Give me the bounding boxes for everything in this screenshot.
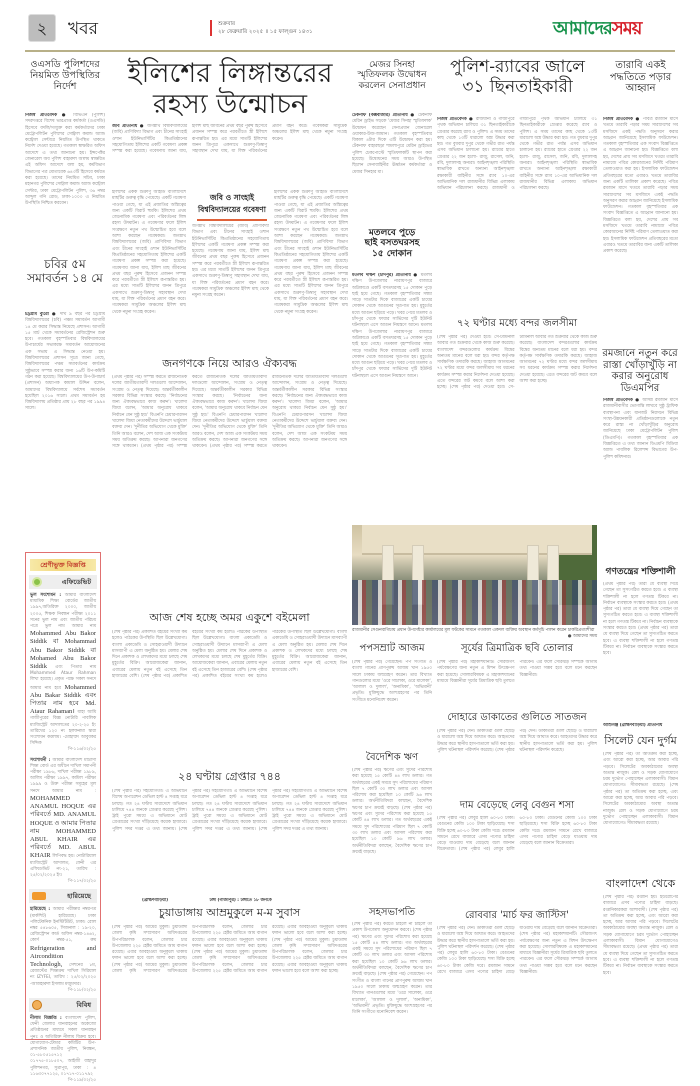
- classified-entry: [26, 591, 100, 756]
- page-number: ২: [28, 14, 56, 42]
- article-osd: [25, 113, 105, 263]
- entry-ref: পি-১১৭/০২/২৫: [67, 879, 96, 885]
- article-text: (শেষ পৃষ্ঠার পর) দেওয়া হবে। সে-টার্মিনাল আবার গত শুক্রবার থেকে কাজ শুরু করেছে। বাংলাদেশ বন্দরগুলোর কার্যক্রম বিশ্বের অন্যতম মানের বলে ধরা হয়। বন্দর কর্তৃপক্ষ সার্বক্ষণিক তদারকি করছে। জাহাজ আগমনের ৭২ ঘণ্টার মধ্যে বন্দর জলসীমায় সব ধরনের কার্যক্রম সম্পন্ন করার নির্দেশনা দেওয়া হয়েছে। এতে বন্দরের জট কমবে বলে আশা করা হচ্ছে।: [449, 335, 597, 391]
- footer-right: টঙ্গী (গাজীপুর) : টঙ্গীতে ১৮ জনকে: [209, 898, 272, 903]
- article-text: মতলব দক্ষিণ উপজেলার নারায়ণপুর বাজারে অগ্নিকাণ্ডে একটি বসতঘরসহ ১৫ দোকান পুড়ে ছাই হয়ে গেছে। গতকাল বৃহস্পতিবার সন্ধ্যা সাড়ে সাতটার দিকে বাজারের একটি চায়ের দোকান থেকে আগুনের সূত্রপাত হয়। মুহূর্তের মধ্যে আগুন ছড়িয়ে পড়ে। খবর পেয়ে মতলব ও চাঁদপুর থেকে ফায়ার সার্ভিসের দুটি ইউনিট ঘটনাস্থলে এসে আগুন নিয়ন্ত্রণে আনে।: [352, 323, 432, 379]
- entry-text: আমার পরীক্ষার নম্বরপত্র (মার্কশিট) হারিয়েছে। ঢাকা পলিটেকনিক ইনস্টিটিউট, ঢাকা। রোল নম্বর ৫৪৮৬০৫, সিজনাল : ১৯-২০, রেজিস্ট্রেশন কার্ড অফিস নম্বর-১৪৬২, কোর্স নম্বর-৫১, রুম: [30, 907, 96, 944]
- article-text: (শেষ পৃষ্ঠার পর) লেবুর হালি ৬০-৮০ টাকা। বেগুনের কেজি ১০০ টাকা ছাড়িয়েছে। শসা বিক্রি হচ্ছে ৬০-৮০ টাকা কেজি দরে। রমজান সামনে রেখে বাজারে এসব পণ্যের চাহিদা বেড়ে যাওয়ায় দাম বেড়েছে বলে জানান বিক্রেতারা।: [437, 926, 597, 976]
- entry-lead: ভুল সংশোধন :: [30, 593, 62, 598]
- article-text: (শেষ পৃষ্ঠার পর) গেয়েছেন। পপ সংগীত ও বাংলা গানের প্রাণপুরুষ আজম খান ১৯৫০ সালে ঢাকায় জন্মগ্রহণ করেন। তার বিখ্যাত গানগুলোর মধ্যে 'ওরে সালেকা, ওরে মালেকা', 'আলাল ও দুলাল', 'অনামিকা', 'অভিমানী' প্রভৃতি। মুক্তিযুদ্ধে অংশগ্রহণের পর তিনি সংগীতে মনোনিবেশ করেন।: [352, 660, 432, 703]
- article-foreign-loan: [352, 768, 432, 898]
- article-text: ইলিশের একক শুক্রাণু আইডি বাংলাদেশে মাছটির গুরুত্ব বৃদ্ধি পেয়েছে। একটি গবেষণা পাওয়া গেছে, যা এই প্রজাতির অস্তিত্বের জন্য একটি বিরাট হুমকি। ইলিশের প্রথম জেনোমিক গবেষণা এবং পরিবর্তনের লিঙ্গ রহস্য উদ্ঘাটন। এ গবেষণার ফলে ইলিশ সংরক্ষণে নতুন পথ উন্মোচিত হবে বলে আশা করছেন গবেষকরা।: [112, 190, 186, 240]
- article-major-sinha: [352, 113, 432, 223]
- article-march: [437, 926, 597, 1046]
- article-police-rab: [437, 117, 597, 317]
- article-bangladesh-theke: [603, 895, 678, 1045]
- article-market-fire: [352, 273, 432, 518]
- byline: নিজস্ব প্রতিবেদক ●: [437, 117, 474, 122]
- news-photo[interactable]: [352, 525, 597, 625]
- headline-mango[interactable]: চুয়াডাঙ্গায় আম্রমুকুলে ম-ম সুবাস: [158, 906, 301, 919]
- article-text: (শেষ পৃষ্ঠার পর) মহাকাশযানটি। সৌরজগৎ পর্যবেক্ষণের জন্য নতুন এ মিশন উৎক্ষেপণ করা হয়েছে। সোলারবিষয়ক এ মহাকাশযানের মাধ্যমে বিজ্ঞানীরা সূর্যের ত্রিমাত্রিক ছবি তুলতে পারবেন। এর ফলে সৌরঝড় সম্পর্কে আগাম তথ্য পাওয়া সম্ভব হবে বলে মনে করছেন বিজ্ঞানীরা।: [437, 660, 597, 684]
- weekday: শুক্রবার: [218, 21, 236, 27]
- article-cobi: [25, 312, 105, 547]
- headline-vicepresident[interactable]: সহসভাপতি: [369, 907, 415, 918]
- article-arrest: [112, 789, 347, 899]
- byline: চট্টগ্রাম ব্যুরো ●: [25, 312, 58, 317]
- article-sylhet: [603, 752, 678, 874]
- logo-part1: আমাদের: [553, 18, 612, 39]
- plus-circle-icon: [32, 577, 42, 587]
- article-text: ইলিশের একক শুক্রাণু আইডি বাংলাদেশে মাছটির গুরুত্ব বৃদ্ধি পেয়েছে। একটি গবেষণা পাওয়া গেছে, যা এই প্রজাতির অস্তিত্বের জন্য একটি বিরাট হুমকি। ইলিশের প্রথম জেনোমিক গবেষণা এবং পরিবর্তনের লিঙ্গ রহস্য উদ্ঘাটন। এ গবেষণার ফলে ইলিশ সংরক্ষণে নতুন পথ উন্মোচিত হবে বলে আশা করছেন গবেষকরা।: [274, 190, 348, 240]
- article-text: (শেষ পৃষ্ঠার পর) মহাকাশযানটি। সৌরজগৎ পর্যবেক্ষণের জন্য নতুন এ মিশন উৎক্ষেপণ করা হয়েছে। সোলারবিষয়ক এ মহাকাশযানের মাধ্যমে বিজ্ঞানীরা সূর্যের ত্রিমাত্রিক ছবি তুলতে পারবেন। এর ফলে সৌরঝড় সম্পর্কে আগাম তথ্য পাওয়া সম্ভব হবে বলে মনে করছেন বিজ্ঞানীরা।: [519, 932, 597, 976]
- category-label: বিবিধ: [76, 1000, 91, 1009]
- entry-ref: পি-১১৯/০২/২৫: [67, 1078, 96, 1083]
- article-text: (শেষ পৃষ্ঠার পর) তা অতিক্রম করা হচ্ছে, এবং আরো করা হচ্ছে, আর আবার পরি পড়বে। সিলেটের অবকাঠামোর অবস্থা অত্যন্ত নাজুক। রেল ও সড়ক যোগাযোগে চরম দুর্ভোগ পোহাচ্ছেন এলাকাবাসী। বিমান যোগাযোগেও সীমাবদ্ধতা রয়েছে।: [603, 907, 678, 951]
- article-hilsa-col1: [112, 190, 186, 340]
- article-text: (শেষ পৃষ্ঠার পর) ঋণের এবং সুদের পরিশোধ করা হয়েছে ১৫ কোটি ৪৪ লাখ ডলার। গত অর্থবছরের একই সময়ে সুদ পরিশোধের পরিমাণ ছিল ৭ কোটি ৩০ লাখ ডলার এবং আসল পরিশোধ করা হয়েছিল ১০ কোটি ৯৬ লাখ ডলার। অর্থনীতিবিদরা বলছেন, বৈদেশিক ঋণের চাপ ক্রমেই বাড়ছে।: [352, 928, 432, 978]
- article-mango: [112, 925, 347, 1045]
- category-misc: [29, 998, 97, 1012]
- article-boimela: [112, 630, 347, 760]
- headline-line: মতলবে পুড়ে: [368, 228, 416, 238]
- logo-part2: সময়: [611, 18, 642, 39]
- byline-ashuganj: আশুগঞ্জ (ব্রাহ্মণবাড়িয়া) প্রতিনিধি: [603, 723, 663, 728]
- entry-text: আমার বাংলাদেশ মাধ্যমিক শিক্ষা বোর্ডের জাতীয় ১৯৯৭,অতিরিক্ত ২০০০, জাতীয় ২০০৫, শিক্ষক নিবন্ধন পরীক্ষা ২০১১ সনের ভুল নাম এবং জাতীয় পরিচয় পত্রে ভুল নাম আমার নাম: [30, 593, 97, 630]
- entry-text: আমার বাংলাদেশ মাদ্রাসা শিক্ষা বোর্ড এর অধীনে দাখিল সমাপনী পরীক্ষা ১৯৮৬, দাখিল পরীক্ষা ১৯৮৯, আলিম পরীক্ষা ১৯৯৭, কামিল পরীক্ষা ১৯৯৯ ও উক্ত পরীক্ষা সমূহের মূল সনদে আমার নাম :: [30, 757, 96, 794]
- headline-lemon[interactable]: দাম বেড়েছে লেবু বেগুন শসা: [459, 800, 575, 811]
- article-text: টেকনাফ মেরিন ড্রাইভ সড়কে 'মেজর সিনহা স্মৃতিফলক' উদ্বোধন করেছেন সেনাপ্রধান জেনারেল ওয়াকার-উজ-জামান। গতকাল বৃহস্পতিবার বিকাল ৪টার দিকে এটি উদ্বোধন করা হয়। টেকনাফ বাহারছড়া শামলাপুরে মেরিন ড্রাইভের পুলিশ চেকপোস্টে স্মৃতিফলকটি স্থাপন করা হয়েছে। উদ্বোধনের সময় আরও উপস্থিত ছিলেন সেনাবাহিনীর ঊর্ধ্বতন কর্মকর্তারা ও মেজর সিনহার মা।: [352, 113, 432, 175]
- masthead-rule: [25, 50, 675, 52]
- headline-line: রহস্য উন্মোচন: [152, 89, 308, 121]
- article-text: (শেষ পৃষ্ঠার পর) প্রকাশিত বইয়ের সংখ্যা কম হলেও পাঠকের উপস্থিতি ছিল উল্লেখযোগ্য। বাংলা একাডেমি ও সোহরাওয়ার্দী উদ্যানে মাসব্যাপী এ মেলা অনুষ্ঠিত হয়। মেলার শেষ দিনে প্রকাশক ও লেখকদের মধ্যে চলছে শেষ মুহূর্তের বিক্রি। আয়োজকেরা জানান, এবারের মেলায় নতুন বই এসেছে তিন হাজারের বেশি।: [112, 630, 187, 680]
- subhead-line: জবি ও সাংহাই: [209, 193, 255, 202]
- article-text: পবিত্র রমজান মাসে খতমে তারাবি পড়ার সময় সারাদেশের সব মসজিদে একই পদ্ধতি অনুসরণ করার আহ্বান জানিয়েছে ইসলামিক ফাউন্ডেশন। গতকাল বৃহস্পতিবার এক সংবাদ বিজ্ঞপ্তিতে এ আহ্বান জানানো হয়। বিজ্ঞপ্তিতে বলা হয়, দেশের প্রায় সব মসজিদে খতমে তারাবি নামাজে পবিত্র কোরআনের নির্দিষ্ট পরিমাণ তেলাওয়াত করা হয়। ইসলামিক ফাউন্ডেশন প্রতিবছরের মতো এবারও খতমে তারাবির জন্য একটি তালিকা প্রকাশ করেছে।: [603, 117, 678, 185]
- subhead-line: বিশ্ববিদ্যালয়ের গবেষণা: [198, 205, 266, 214]
- headline-line: ১৫ দোকান: [371, 248, 413, 259]
- article-text: (শেষ পৃষ্ঠার পর) দেন। ডাকাতরা গুলি ছোড়ে ও ধারালো অস্ত্র দিয়ে আঘাত করে। আহতদের উদ্ধার করে স্থানীয় হাসপাতালে ভর্তি করা হয়। পুলিশ ঘটনাস্থল পরিদর্শন করেছে।: [437, 729, 515, 753]
- classifieds-box: [25, 552, 101, 1083]
- article-text: (শেষ পৃষ্ঠার পর) সহযোগিতা। এ অভিযানে বিশেষ অপারেশন ডেভিল হান্ট ৪ সপ্তাহ ধরে চলছে। গত ২৪ ঘণ্টায় সারাদেশে অভিযান চালিয়ে ৭৪৪ জনকে গ্রেপ্তার করেছে পুলিশ। ট্রাই পুরো সময়ে এ অভিযানে মোট গ্রেপ্তারের সংখ্যা দাঁড়িয়েছে কয়েক হাজারে। পুলিশ সদর দপ্তর এ তথ্য জানায়।: [112, 789, 187, 832]
- headline-tarabi[interactable]: তারাবি একই পদ্ধতিতে পড়ার আহ্বান: [609, 60, 672, 94]
- article-text: (প্রথম পৃষ্ঠার পর) তারা যে ব্যবস্থা দিয়ে গেছেন তা সুসংগঠিত করতে হবে। এ ব্যবস্থা শক্তিশালী না হলে গণতন্ত্র টিকবে না। নির্বাচন ব্যবস্থাকে সংস্কার করতে হবে।: [603, 945, 678, 976]
- headline-arrest[interactable]: ২৪ ঘণ্টায় গ্রেপ্তার ৭৪৪: [178, 770, 281, 783]
- article-text: (প্রথম পৃষ্ঠার পর) সম্পন্ন করতে রাজনৈতিক দলের জাতীয়তাবাদী দলগুলো আন্দোলন, সংগ্রাম ও নেতৃত্ব দিয়েছে। অন্তর্বর্তীকালীন সরকার বিভিন্ন সংস্কার করছে। 'নির্বাচনের জন্য ঐক্যবদ্ধভাবে কাজ করুন'। খালেদা জিয়া বলেন, 'আমার অনুরোধ থাকবে নির্বাচন যেন সুষ্ঠু হয়।' বিএনপি চেয়ারপারসন খালেদা জিয়া নেতাকর্মীদের উদ্দেশে ভার্চুয়াল বক্তব্য দেন। 'দুর্নীতির অভিযোগ থেকে মুক্তি' তিনি আরও বলেন, দেশ আজ এক সংকটময় সময় অতিক্রম করছে। আপনারা জনগণের সঙ্গে থাকবেন।: [112, 375, 187, 450]
- article-ramadan: [603, 398, 678, 548]
- article-text: আসন্ন রমজান মাসে রাজধানীবাসীর ভোগান্তি লাঘবে সুষ্ঠু ট্রাফিক ব্যবস্থাপনা এবং যানজট নিরসনে বিভিন্ন সংস্থা-উন্নয়নকারী প্রতিষ্ঠানগুলোকে নতুন করে রাস্তা না খোঁড়াখুঁড়ির অনুরোধ জানিয়েছে ঢাকা মেট্রোপলিটন পুলিশ (ডিএমপি)। গতকাল বৃহস্পতিবার এক বিজ্ঞপ্তিতে এ তথ্য জানান ডিএমপি মিডিয়া অ্যান্ড পাবলিক রিলেশন্স বিভাগের উপ-পুলিশ কমিশনার।: [603, 398, 678, 460]
- entry-english: Refrigeration and Aircondition Technologh,: [30, 944, 96, 968]
- entry-text: লিপিবদ্ধ হয়। নোটারিয়াল ম্যাজিস্ট্রেট আদালত, ফেনী এর এফিডেভিট নং-২১, তারিখ : ২৫/০২/২০২৫ ইং।: [30, 854, 96, 878]
- headline-boimela[interactable]: আজ শেষ হচ্ছে অমর একুশে বইমেলা: [149, 611, 310, 624]
- article-text: (শেষ পৃষ্ঠার পর) প্রকাশিত বইয়ের সংখ্যা কম হলেও পাঠকের উপস্থিতি ছিল উল্লেখযোগ্য। বাংলা একাডেমি ও সোহরাওয়ার্দী উদ্যানে মাসব্যাপী এ মেলা অনুষ্ঠিত হয়। মেলার শেষ দিনে প্রকাশক ও লেখকদের মধ্যে চলছে শেষ মুহূর্তের বিক্রি। আয়োজকেরা জানান, এবারের মেলায় নতুন বই এসেছে তিন হাজারের বেশি।: [192, 630, 347, 680]
- entry-text: যাহা আমি গাজীপুরের বিজ্ঞ নোটারি পাবলিক ম্যাজিস্ট্রেট আদালতের ২০-২-২৫ ইং তারিখের ১২০ নং হলফনামা দ্বারা সংশোধন করলাম। -মোহাম্মদ আবুবকর সিদ্দিক: [30, 710, 97, 747]
- masthead: [0, 0, 700, 55]
- byline: নিজস্ব প্রতিবেদক ●: [603, 117, 641, 122]
- article-tarabi: [603, 117, 678, 347]
- headline-cobi[interactable]: চবির ৫ম সমাবর্তন ১৪ মে: [27, 257, 103, 285]
- article-text: (প্রথম পৃষ্ঠার পর) তারা যে ব্যবস্থা দিয়ে গেছেন তা সুসংগঠিত করতে হবে। এ ব্যবস্থা শক্তিশালী না হলে গণতন্ত্র টিকবে না। নির্বাচন ব্যবস্থাকে সংস্কার করতে হবে।: [603, 626, 678, 657]
- footer-left: (ব্রাহ্মণবাড়িয়া): [142, 898, 169, 903]
- article-text: রাজধানী ও গাজীপুরে পৃথক অভিযান চালিয়ে ৩১ ছিনতাইকারীকে গ্রেপ্তার করেছে র‌্যাব ও পুলিশ। এ সময় তাদের কাছ থেকে ১৩টি ধারালো অস্ত্র উদ্ধার করা হয়। গত বুধবার দুপুর থেকে গভীর রাত পর্যন্ত এসব অভিযান চালানো হয়। র‌্যাবের হাতে গ্রেপ্তার ২২ জন হলো- রাজু, রাসেল, জনি, রবি, দুলালসহ অন্যরা। আইনশৃঙ্খলা পরিস্থিতি স্বাভাবিক রাখতে অন্যান্য আইনশৃঙ্খলা রক্ষাকারী বাহিনীর সঙ্গে র‌্যাব ১০-এর আভিযানিক দল রাজধানীর বিভিন্ন এলাকায় অভিযান পরিচালনা করছে।: [437, 117, 515, 192]
- headline-robbery[interactable]: দোহারে ডাকাতের গুলিতে সাতজন: [447, 712, 587, 723]
- article-jalsima: [437, 335, 597, 520]
- entry-lead: নীলাম বিজ্ঞপ্তি :: [30, 1015, 62, 1021]
- article-text: (শেষ পৃষ্ঠার পর) গেয়েছেন। পপ সংগীত ও বাংলা গানের প্রাণপুরুষ আজম খান ১৯৫০ সালে ঢাকায় জন্মগ্রহণ করেন। তার বিখ্যাত গানগুলোর মধ্যে 'ওরে সালেকা, ওরে মালেকা', 'আলাল ও দুলাল', 'অনামিকা', 'অভিমানী' প্রভৃতি। মুক্তিযুদ্ধে অংশগ্রহণের পর তিনি সংগীতে মনোনিবেশ করেন।: [352, 972, 432, 1016]
- article-text: (প্রথম পৃষ্ঠার পর) সম্পন্ন করতে রাজনৈতিক দলের জাতীয়তাবাদী দলগুলো আন্দোলন, সংগ্রাম ও নেতৃত্ব দিয়েছে। অন্তর্বর্তীকালীন সরকার বিভিন্ন সংস্কার করছে। 'নির্বাচনের জন্য ঐক্যবদ্ধভাবে কাজ করুন'। খালেদা জিয়া বলেন, 'আমার অনুরোধ থাকবে নির্বাচন যেন সুষ্ঠু হয়।' বিএনপি চেয়ারপারসন খালেদা জিয়া নেতাকর্মীদের উদ্দেশে ভার্চুয়াল বক্তব্য দেন। 'দুর্নীতির অভিযোগ থেকে মুক্তি' তিনি আরও বলেন, দেশ আজ এক সংকটময় সময় অতিক্রম করছে। আপনারা জনগণের সঙ্গে থাকবেন।: [140, 375, 267, 450]
- headline-ramadan[interactable]: রমজানে নতুন করে রাস্তা খোঁড়াখুঁড়ি না করার অনুরোধ ডিএমপির: [602, 348, 678, 394]
- date: ২৮ ফেব্রুয়ারি ২০২৫ ॥ ১৫ ফাল্গুন ১৪৩১: [218, 29, 313, 35]
- article-text: (শেষ পৃষ্ঠার পর) আমের মুকুল। চুয়াডাঙ্গা জেলা কৃষি সম্প্রসারণ অধিদপ্তরের উপপরিচালক বলেন, জেলার চার উপজেলায় ২২৫ হেক্টর জমিতে আম বাগান রয়েছে। এবার আবহাওয়া অনুকূলে থাকায় ফলন ভালো হবে বলে আশা করা হচ্ছে।: [192, 925, 347, 975]
- headline-line: ইলিশের লিঙ্গান্তরের: [127, 58, 333, 89]
- article-text: (শেষ পৃষ্ঠার পর) আমের মুকুল। চুয়াডাঙ্গা জেলা কৃষি সম্প্রসারণ অধিদপ্তরের উপপরিচালক বলেন, জেলার চার উপজেলায় ২২৫ হেক্টর জমিতে আম বাগান রয়েছে। এবার আবহাওয়া অনুকূলে থাকায় ফলন ভালো হবে বলে আশা করা হচ্ছে।: [272, 937, 347, 975]
- entry-english: MOHAMMED ANAMUL HOQUE এর পরিবর্তে MD. ANAMUL HOQUE ও আমার পিতার নাম MOHAMMED ABUL KHAIR এর পরিবর্তে MD. ABUL KHAIR: [30, 794, 96, 860]
- byline: নিজস্ব প্রতিবেদক ●: [25, 113, 69, 118]
- entry-lead: সংশোধনী :: [30, 757, 51, 763]
- headline-line: ছাই বসতঘরসহ: [364, 238, 420, 249]
- article-text: (শেষ পৃষ্ঠার পর) তা অতিক্রম করা হচ্ছে, এবং আরো করা হচ্ছে, আর আবার পরি পড়বে। সিলেটের অবকাঠামোর অবস্থা অত্যন্ত নাজুক। রেল ও সড়ক যোগাযোগে চরম দুর্ভোগ পোহাচ্ছেন এলাকাবাসী। বিমান যোগাযোগেও সীমাবদ্ধতা রয়েছে।: [603, 783, 678, 827]
- headline-market-fire[interactable]: [352, 228, 432, 259]
- article-text: মতলব দক্ষিণ উপজেলার নারায়ণপুর বাজারে অগ্নিকাণ্ডে একটি বসতঘরসহ ১৫ দোকান পুড়ে ছাই হয়ে গেছে। গতকাল বৃহস্পতিবার সন্ধ্যা সাড়ে সাতটার দিকে বাজারের একটি চায়ের দোকান থেকে আগুনের সূত্রপাত হয়। মুহূর্তের মধ্যে আগুন ছড়িয়ে পড়ে। খবর পেয়ে মতলব ও চাঁদপুর থেকে ফায়ার সার্ভিসের দুটি ইউনিট ঘটনাস্থলে এসে আগুন নিয়ন্ত্রণে আনে।: [352, 273, 432, 329]
- article-text: রাজধানী ও গাজীপুরে পৃথক অভিযান চালিয়ে ৩১ ছিনতাইকারীকে গ্রেপ্তার করেছে র‌্যাব ও পুলিশ। এ সময় তাদের কাছ থেকে ১৩টি ধারালো অস্ত্র উদ্ধার করা হয়। গত বুধবার দুপুর থেকে গভীর রাত পর্যন্ত এসব অভিযান চালানো হয়। র‌্যাবের হাতে গ্রেপ্তার ২২ জন হলো- রাজু, রাসেল, জনি, রবি, দুলালসহ অন্যরা। আইনশৃঙ্খলা পরিস্থিতি স্বাভাবিক রাখতে অন্যান্য আইনশৃঙ্খলা রক্ষাকারী বাহিনীর সঙ্গে র‌্যাব ১০-এর আভিযানিক দল রাজধানীর বিভিন্ন এলাকায় অভিযান পরিচালনা করছে।: [492, 117, 597, 192]
- byline: নিজস্ব প্রতিবেদক ●: [603, 398, 641, 403]
- article-text: (শেষ পৃষ্ঠার পর) ঋণের এবং সুদের পরিশোধ করা হয়েছে ১৫ কোটি ৪৪ লাখ ডলার। গত অর্থবছরের একই সময়ে সুদ পরিশোধের পরিমাণ ছিল ৭ কোটি ৩০ লাখ ডলার এবং আসল পরিশোধ করা হয়েছিল ১০ কোটি ৯৬ লাখ ডলার। অর্থনীতিবিদরা বলছেন, বৈদেশিক ঋণের চাপ ক্রমেই বাড়ছে।: [352, 768, 432, 811]
- article-text: (শেষ পৃষ্ঠার পর) লেবুর হালি ৬০-৮০ টাকা। বেগুনের কেজি ১০০ টাকা ছাড়িয়েছে। শসা বিক্রি হচ্ছে ৬০-৮০ টাকা কেজি দরে। রমজান সামনে রেখে বাজারে এসব পণ্যের চাহিদা বেড়ে যাওয়ায় দাম বেড়েছে বলে জানান বিক্রেতারা।: [437, 816, 515, 853]
- subhead-hilsa: [192, 192, 272, 216]
- classified-entry: [26, 905, 100, 996]
- entry-english: Mohammed Abu Bakor Siddik বা Mohammad Abu Bakor Siddik বা Mohamed Abu Bakor Siddik: [30, 630, 96, 671]
- headline-march[interactable]: রোববার 'মার্চ ফর জাস্টিস': [464, 910, 570, 921]
- byline: জবি প্রতিনিধি ●: [112, 124, 145, 129]
- article-democracy: [603, 582, 678, 722]
- headline-osd[interactable]: ওএসডি পুলিশদের নিয়মিত উপস্থিতির নির্দেশ: [29, 59, 101, 92]
- article-text: (শেষ পৃষ্ঠার পর) প্রকাশিত বইয়ের সংখ্যা কম হলেও পাঠকের উপস্থিতি ছিল উল্লেখযোগ্য। বাংলা একাডেমি ও সোহরাওয়ার্দী উদ্যানে মাসব্যাপী এ মেলা অনুষ্ঠিত হয়। মেলার শেষ দিনে প্রকাশক ও লেখকদের মধ্যে চলছে শেষ মুহূর্তের বিক্রি। আয়োজকেরা জানান, এবারের মেলায় নতুন বই এসেছে তিন হাজারের বেশি।: [141, 630, 267, 680]
- article-text: (শেষ পৃষ্ঠার পর) সহযোগিতা। এ অভিযানে বিশেষ অপারেশন ডেভিল হান্ট ৪ সপ্তাহ ধরে চলছে। গত ২৪ ঘণ্টায় সারাদেশে অভিযান চালিয়ে ৭৪৪ জনকে গ্রেপ্তার করেছে পুলিশ। ট্রাই পুরো সময়ে এ অভিযানে মোট গ্রেপ্তারের সংখ্যা দাঁড়িয়েছে কয়েক হাজারে। পুলিশ সদর দপ্তর এ তথ্য জানায়।: [178, 789, 267, 832]
- article-hilsa: [112, 124, 347, 182]
- entry-ref: পি-১১৬/০২/২৫: [67, 747, 96, 753]
- headline-hilsa[interactable]: [115, 58, 345, 120]
- caption-text: রাজধানীর সেগুনবাগিচায় প্রধান উপদেষ্টার কার্যালয়ের মূল ফটকের সামনে গতকাল একদল ব্যক্তির অবস্থান কর্মসূচি পালন করেন চাকরিপ্রত্যাশীরা: [352, 628, 595, 633]
- section-name: খবর: [68, 19, 98, 39]
- article-robbery: [437, 729, 597, 799]
- entry-lead: হারিয়েছে :: [30, 907, 51, 913]
- article-unity: [112, 375, 347, 607]
- photo-credit: ● আমাদের সময়: [567, 634, 597, 639]
- article-text: জগন্নাথ বিশ্ববিদ্যালয়ের (জবি) প্রাণিবিদ্যা বিভাগ এবং চীনের সাংহাই ওশান ইউনিভার্সিটির কিপ্রতিষ্ঠানের সহযোগিতায় ইলিশের একটি গবেষণা প্রকল্প সম্পন্ন করা হয়েছে। গবেষণায় জানা যায়, ইলিশ মাছ জীবনের প্রথম বছর পুরুষ হিসেবে প্রজনন সম্পন্ন করে পরবর্তীতে স্ত্রী ইলিশে রূপান্তরিত হয়। এর মধ্যে সাতটি ইলিশের জনন ত্রিপুরে একসাথে শুক্রাণু-ডিম্বাণু সহাবস্থান দেখা যায়, যা লিঙ্গ পরিবর্তনের প্রমাণ বহন করে। গবেষকরা সামুদ্রিক অঞ্চলের ইলিশ মাছ থেকে নমুনা সংগ্রহ করেন।: [192, 224, 269, 299]
- article-text: (শেষ পৃষ্ঠার পর) দেন। ডাকাতরা গুলি ছোড়ে ও ধারালো অস্ত্র দিয়ে আঘাত করে। আহতদের উদ্ধার করে স্থানীয় হাসপাতালে ভর্তি করা হয়। পুলিশ ঘটনাস্থল পরিদর্শন করেছে।: [495, 729, 597, 753]
- article-text: জগন্নাথ বিশ্ববিদ্যালয়ের (জবি) প্রাণিবিদ্যা বিভাগ এবং চীনের সাংহাই ওশান ইউনিভার্সিটির কিপ্রতিষ্ঠানের সহযোগিতায় ইলিশের একটি গবেষণা প্রকল্প সম্পন্ন করা হয়েছে। গবেষণায় জানা যায়, ইলিশ মাছ জীবনের প্রথম বছর পুরুষ হিসেবে প্রজনন সম্পন্ন করে পরবর্তীতে স্ত্রী ইলিশে রূপান্তরিত হয়। এর মধ্যে সাতটি ইলিশের জনন ত্রিপুরে একসাথে শুক্রাণু-ডিম্বাণু সহাবস্থান দেখা যায়, যা লিঙ্গ পরিবর্তনের প্রমাণ বহন করে। গবেষকরা সামুদ্রিক অঞ্চলের ইলিশ মাছ থেকে নমুনা সংগ্রহ করেন।: [112, 234, 186, 315]
- byline: টেকনাফ (কক্সবাজার) প্রতিনিধি ●: [352, 113, 416, 118]
- category-label: এফিডেভিট: [61, 578, 91, 586]
- article-text: দীর্ঘ ৯ বছর পর চট্টগ্রাম বিশ্ববিদ্যালয়ের (চবি) পঞ্চম সমাবর্তন আগামী ১৪ মে করার সিদ্ধান্ত নিয়েছে প্রশাসন। আগামী ১৫ মার্চ থেকে সমাবর্তনের রেজিস্ট্রেশন শুরু হবে। গতকাল বৃহস্পতিবার বিশ্ববিদ্যালয়ের উপাচার্যের সভাকক্ষে সমাবর্তন আয়োজনের এক সভায় এ সিদ্ধান্ত নেওয়া হয়। বিশ্ববিদ্যালয়ের প্রশাসন সূত্রে জানা গেছে, বিশ্ববিদ্যালয়ের পঞ্চম সমাবর্তনের কার্যক্রম সুষ্ঠুভাবে সম্পন্ন করার জন্য ১৬টি উপ-কমিটি গঠন করা হয়েছে। বিশ্ববিদ্যালয়ের উপ-উপাচার্য (প্রশাসন) অধ্যাপক কামাল উদ্দিন বলেন, আমাদের বিশ্ববিদ্যালয়ে সর্বশেষ সমাবর্তন হয়েছিল ২০১৬ সালে। প্রথম সমাবর্তন হয় বিশ্ববিদ্যালয় প্রতিষ্ঠার প্রায় ২৮ বছর পর ১৯৯৪ সালে।: [25, 312, 105, 412]
- category-label: হারিয়েছে: [67, 892, 91, 901]
- article-text: (শেষ পৃষ্ঠার পর) লেবুর হালি ৬০-৮০ টাকা। বেগুনের কেজি ১০০ টাকা ছাড়িয়েছে। শসা বিক্রি হচ্ছে ৬০-৮০ টাকা কেজি দরে। রমজান সামনে রেখে বাজারে এসব পণ্যের চাহিদা বেড়ে যাওয়ায় দাম বেড়েছে বলে জানান বিক্রেতারা।: [458, 816, 597, 853]
- headline-line: ৩১ ছিনতাইকারী: [462, 76, 573, 97]
- article-text: (শেষ পৃষ্ঠার পর) আমের মুকুল। চুয়াডাঙ্গা জেলা কৃষি সম্প্রসারণ অধিদপ্তরের উপপরিচালক বলেন, জেলার চার উপজেলায় ২২৫ হেক্টর জমিতে আম বাগান রয়েছে। এবার আবহাওয়া অনুকূলে থাকায় ফলন ভালো হবে বলে আশা করা হচ্ছে।: [112, 925, 267, 975]
- article-text: (শেষ পৃষ্ঠার পর) সহযোগিতা। এ অভিযানে বিশেষ অপারেশন ডেভিল হান্ট ৪ সপ্তাহ ধরে চলছে। গত ২৪ ঘণ্টায় সারাদেশে অভিযান চালিয়ে ৭৪৪ জনকে গ্রেপ্তার করেছে পুলিশ। ট্রাই পুরো সময়ে এ অভিযানে মোট গ্রেপ্তারের সংখ্যা দাঁড়িয়েছে কয়েক হাজারে। পুলিশ সদর দপ্তর এ তথ্য জানায়।: [258, 789, 347, 832]
- headline-foreign-loan[interactable]: বৈদেশিক ঋণ: [365, 752, 419, 763]
- entry-text: বাংলাদেশ পুলিশ, ফেনী জেলার যানবাহনের অকেজো প্রতিষ্ঠানের মাধ্যমে সকল যানবাহন পুনঃ ও অতিরিক্ত নীলাম বিক্রয় হবে। যোগাযোগ-টেন্ডার কমিটির উপ-প্রশাসনিক জাতীয় পুলিশ, নিবন্ধন, ০১-৫৮০৫১৫৭১২ ০১৭৭৫-০১৮৫০৭, আইজী বাহাদুর পুলিশনগর, সুত্রাপুর, ঢাকা : ৪ ১১৬৩০৭৭১২৫, ০১৭১৭-০১১৭৯২: [30, 1015, 96, 1077]
- article-text: (শেষ পৃষ্ঠার পর) করতে চাইলে না চাইলে তা প্রকাশ উপজেলা অনুমোদন করবে।: [352, 922, 432, 934]
- category-affidavit: [29, 575, 97, 589]
- article-text: পবিত্র রমজান মাসে খতমে তারাবি পড়ার সময় সারাদেশের সব মসজিদে একই পদ্ধতি অনুসরণ করার আহ্বান জানিয়েছে ইসলামিক ফাউন্ডেশন। গতকাল বৃহস্পতিবার এক সংবাদ বিজ্ঞপ্তিতে এ আহ্বান জানানো হয়। বিজ্ঞপ্তিতে বলা হয়, দেশের প্রায় সব মসজিদে খতমে তারাবি নামাজে পবিত্র কোরআনের নির্দিষ্ট পরিমাণ তেলাওয়াত করা হয়। ইসলামিক ফাউন্ডেশন প্রতিবছরের মতো এবারও খতমে তারাবির জন্য একটি তালিকা প্রকাশ করেছে।: [603, 179, 678, 255]
- article-popsomrat: [352, 660, 432, 752]
- article-text: (শেষ পৃষ্ঠার পর) দেন। ডাকাতরা গুলি ছোড়ে ও ধারালো অস্ত্র দিয়ে আঘাত করে। আহতদের উদ্ধার করে স্থানীয় হাসপাতালে ভর্তি করা হয়। পুলিশ ঘটনাস্থল পরিদর্শন করেছে।: [437, 926, 515, 950]
- headline-line: পুলিশ-র‌্যাবের জালে: [450, 57, 585, 77]
- headline-unity[interactable]: জনগণকে নিয়ে আরও ঐক্যবদ্ধ: [162, 357, 297, 370]
- article-lemon: [437, 816, 597, 908]
- article-text: (শেষ পৃষ্ঠার পর) আমের মুকুল। চুয়াডাঙ্গা জেলা কৃষি সম্প্রসারণ অধিদপ্তরের উপপরিচালক বলেন, জেলার চার উপজেলায় ২২৫ হেক্টর জমিতে আম বাগান রয়েছে। এবার আবহাওয়া অনুকূলে থাকায় ফলন ভালো হবে বলে আশা করা হচ্ছে।: [112, 925, 187, 962]
- headline-democracy[interactable]: গণতন্ত্রের শক্তিশালী: [605, 567, 676, 577]
- byline: মতলব দক্ষিণ (চাঁদপুর) প্রতিনিধি ●: [352, 273, 419, 278]
- photo-crowd: [352, 580, 597, 625]
- article-hilsa-col2: [192, 224, 269, 340]
- headline-bangladesh-theke[interactable]: বাংলাদেশ থেকে: [605, 877, 676, 890]
- headline-major-sinha[interactable]: মেজর সিনহা স্মৃতিফলক উদ্বোধন করলেন সেনাপ্রধান: [357, 60, 427, 91]
- article-text: (শেষ পৃষ্ঠার পর) তা অতিক্রম করা হচ্ছে, এবং আরো করা হচ্ছে, আর আবার পরি পড়বে। সিলেটের অবকাঠামোর অবস্থা অত্যন্ত নাজুক। রেল ও সড়ক যোগাযোগে চরম দুর্ভোগ পোহাচ্ছেন এলাকাবাসী। বিমান যোগাযোগেও সীমাবদ্ধতা রয়েছে।: [603, 752, 678, 789]
- article-text: বিভিএন (পুলিশ) সদরদপ্তরে বিশেষ ভারপ্রাপ্ত কর্মকর্তা (ওএসডি) হিসেবে বদলি/সংযুক্ত করা কর্মকর্তাদের ঢাকা মেট্রোপলিটন পুলিশের সেন্ট্রাল কমান্ড অ্যান্ড কন্ট্রোল সেন্টারে নিয়মিত উপস্থিত থাকতে নির্দেশ দেওয়া হয়েছে। গতকাল স্বাক্ষরিত অফিস আদেশে এ তথ্য জানানো হয়। ইন্সপেক্টর জেনারেল অব পুলিশ বাহারুল আলম স্বাক্ষরিত এই অফিস আদেশে বলা হয়, কর্মবিভাগ বিভাগের পত্র মোতাবেক ৬৪৩টি হিসেবে কর্মরত করা হয়েছে। তাদের নিয়মিত সচিব, ঢাকা মহানগর পুলিশের সেন্ট্রাল কমান্ড অ্যান্ড কন্ট্রোল সেন্টার, ঢাকা মেট্রোপলিটন পুলিশ, ৩৬ নম্বর আব্দুল গনি রোড, ঢাকা-১০০০ এ নিয়মিত উপস্থিতি নিশ্চিত করবেন।: [25, 113, 105, 207]
- date-block: [210, 20, 313, 36]
- entry-text: সেশনের ৮ম, রেজাল্টের শিক্ষাক্রম দাখিল সিরিয়াল নং IZYFEI, তারিখ : ২৫/০২/২০২৫ -আজহারুল ইসলাম মজুমদার।: [30, 962, 96, 987]
- article-hilsa-col3: [274, 190, 348, 340]
- category-lost: [29, 889, 97, 903]
- headline-jalsima[interactable]: ৭২ ঘণ্টার মধ্যে বন্দর জলসীমা: [456, 318, 578, 329]
- article-text: (শেষ পৃষ্ঠার পর) রপ্তানি হয়। ইউরোপের বাজারে এসব পণ্যের চাহিদা বাড়ছে। রপ্তানিকারকরা আশাবাদী।: [603, 895, 678, 913]
- article-text: জগন্নাথ বিশ্ববিদ্যালয়ের (জবি) প্রাণিবিদ্যা বিভাগ এবং চীনের সাংহাই ওশান ইউনিভার্সিটির কিপ্রতিষ্ঠানের সহযোগিতায় ইলিশের একটি গবেষণা প্রকল্প সম্পন্ন করা হয়েছে। গবেষণায় জানা যায়, ইলিশ মাছ জীবনের প্রথম বছর পুরুষ হিসেবে প্রজনন সম্পন্ন করে পরবর্তীতে স্ত্রী ইলিশে রূপান্তরিত হয়। এর মধ্যে সাতটি ইলিশের জনন ত্রিপুরে একসাথে শুক্রাণু-ডিম্বাণু সহাবস্থান দেখা যায়, যা লিঙ্গ পরিবর্তনের প্রমাণ বহন করে। গবেষকরা সামুদ্রিক অঞ্চলের ইলিশ মাছ থেকে নমুনা সংগ্রহ করেন।: [274, 234, 348, 315]
- headline-sun[interactable]: সূর্যের ত্রিমাত্রিক ছবি তোলার: [460, 643, 574, 654]
- headline-popsomrat[interactable]: পপসম্রাট আজম: [359, 643, 425, 654]
- article-vicepresident: [352, 922, 432, 1047]
- arrest-footer: [112, 898, 347, 905]
- entry-english: Mohammed Abu Bakar Siddik এবং পিতার নাম হবে Md. Ataur Rahaman।: [30, 683, 96, 716]
- headline-sylhet[interactable]: সিলেট যেন দুর্গম: [604, 734, 677, 747]
- list-bubble-icon: [32, 1000, 42, 1010]
- article-text: (শেষ পৃষ্ঠার পর) ঋণের এবং সুদের পরিশোধ করা হয়েছে ১৫ কোটি ৪৪ লাখ ডলার। গত অর্থবছরের একই সময়ে সুদ পরিশোধের পরিমাণ ছিল ৭ কোটি ৩০ লাখ ডলার এবং আসল পরিশোধ করা হয়েছিল ১০ কোটি ৯৬ লাখ ডলার। অর্থনীতিবিদরা বলছেন, বৈদেশিক ঋণের চাপ ক্রমেই বাড়ছে।: [352, 805, 432, 855]
- entry-text: এবং পিতার নাম Mohammed Ataur Rahman লিখা হয়েছে। প্রকৃত পক্ষে সকল সনদে আমার নাম হবে: [30, 665, 96, 691]
- classified-entry: [26, 756, 100, 888]
- megaphone-icon: [32, 892, 46, 900]
- headline-police-rab[interactable]: [435, 58, 600, 97]
- photo-caption: [352, 628, 597, 640]
- subhead-rule: [197, 219, 267, 221]
- article-text: (প্রথম পৃষ্ঠার পর) সম্পন্ন করতে রাজনৈতিক দলের জাতীয়তাবাদী দলগুলো আন্দোলন, সংগ্রাম ও নেতৃত্ব দিয়েছে। অন্তর্বর্তীকালীন সরকার বিভিন্ন সংস্কার করছে। 'নির্বাচনের জন্য ঐক্যবদ্ধভাবে কাজ করুন'। খালেদা জিয়া বলেন, 'আমার অনুরোধ থাকবে নির্বাচন যেন সুষ্ঠু হয়।' বিএনপি চেয়ারপারসন খালেদা জিয়া নেতাকর্মীদের উদ্দেশে ভার্চুয়াল বক্তব্য দেন। 'দুর্নীতির অভিযোগ থেকে মুক্তি' তিনি আরও বলেন, দেশ আজ এক সংকটময় সময় অতিক্রম করছে। আপনারা জনগণের সঙ্গে থাকবেন।: [209, 375, 347, 450]
- article-sun: [437, 660, 597, 710]
- newspaper-logo[interactable]: [553, 14, 641, 45]
- classifieds-title: শ্রেণীভুক্ত বিজ্ঞপ্তি: [30, 559, 96, 571]
- article-text: (প্রথম পৃষ্ঠার পর) তারা যে ব্যবস্থা দিয়ে গেছেন তা সুসংগঠিত করতে হবে। এ ব্যবস্থা শক্তিশালী না হলে গণতন্ত্র টিকবে না। নির্বাচন ব্যবস্থাকে সংস্কার করতে হবে।: [603, 600, 678, 632]
- article-text: (শেষ পৃষ্ঠার পর) দেওয়া হবে। সে-টার্মিনাল আবার গত শুক্রবার থেকে কাজ শুরু করেছে। বাংলাদেশ বন্দরগুলোর কার্যক্রম বিশ্বের অন্যতম মানের বলে ধরা হয়। বন্দর কর্তৃপক্ষ সার্বক্ষণিক তদারকি করছে। জাহাজ আগমনের ৭২ ঘণ্টার মধ্যে বন্দর জলসীমায় সব ধরনের কার্যক্রম সম্পন্ন করার নির্দেশনা দেওয়া হয়েছে। এতে বন্দরের জট কমবে বলে আশা করা হচ্ছে।: [437, 335, 515, 391]
- article-text: জগন্নাথ বিশ্ববিদ্যালয়ের (জবি) প্রাণিবিদ্যা বিভাগ এবং চীনের সাংহাই ওশান ইউনিভার্সিটির কিপ্রতিষ্ঠানের সহযোগিতায় ইলিশের একটি গবেষণা প্রকল্প সম্পন্ন করা হয়েছে। গবেষণায় জানা যায়, ইলিশ মাছ জীবনের প্রথম বছর পুরুষ হিসেবে প্রজনন সম্পন্ন করে পরবর্তীতে স্ত্রী ইলিশে রূপান্তরিত হয়। এর মধ্যে সাতটি ইলিশের জনন ত্রিপুরে একসাথে শুক্রাণু-ডিম্বাণু সহাবস্থান দেখা যায়, যা লিঙ্গ পরিবর্তনের প্রমাণ বহন করে। গবেষকরা সামুদ্রিক অঞ্চলের ইলিশ মাছ থেকে নমুনা সংগ্রহ করেন।: [112, 124, 347, 155]
- entry-ref: পি-১১৮/০২/২৫: [67, 987, 96, 993]
- article-text: (প্রথম পৃষ্ঠার পর) তারা যে ব্যবস্থা দিয়ে গেছেন তা সুসংগঠিত করতে হবে। এ ব্যবস্থা শক্তিশালী না হলে গণতন্ত্র টিকবে না। নির্বাচন ব্যবস্থাকে সংস্কার করতে হবে।: [603, 582, 678, 606]
